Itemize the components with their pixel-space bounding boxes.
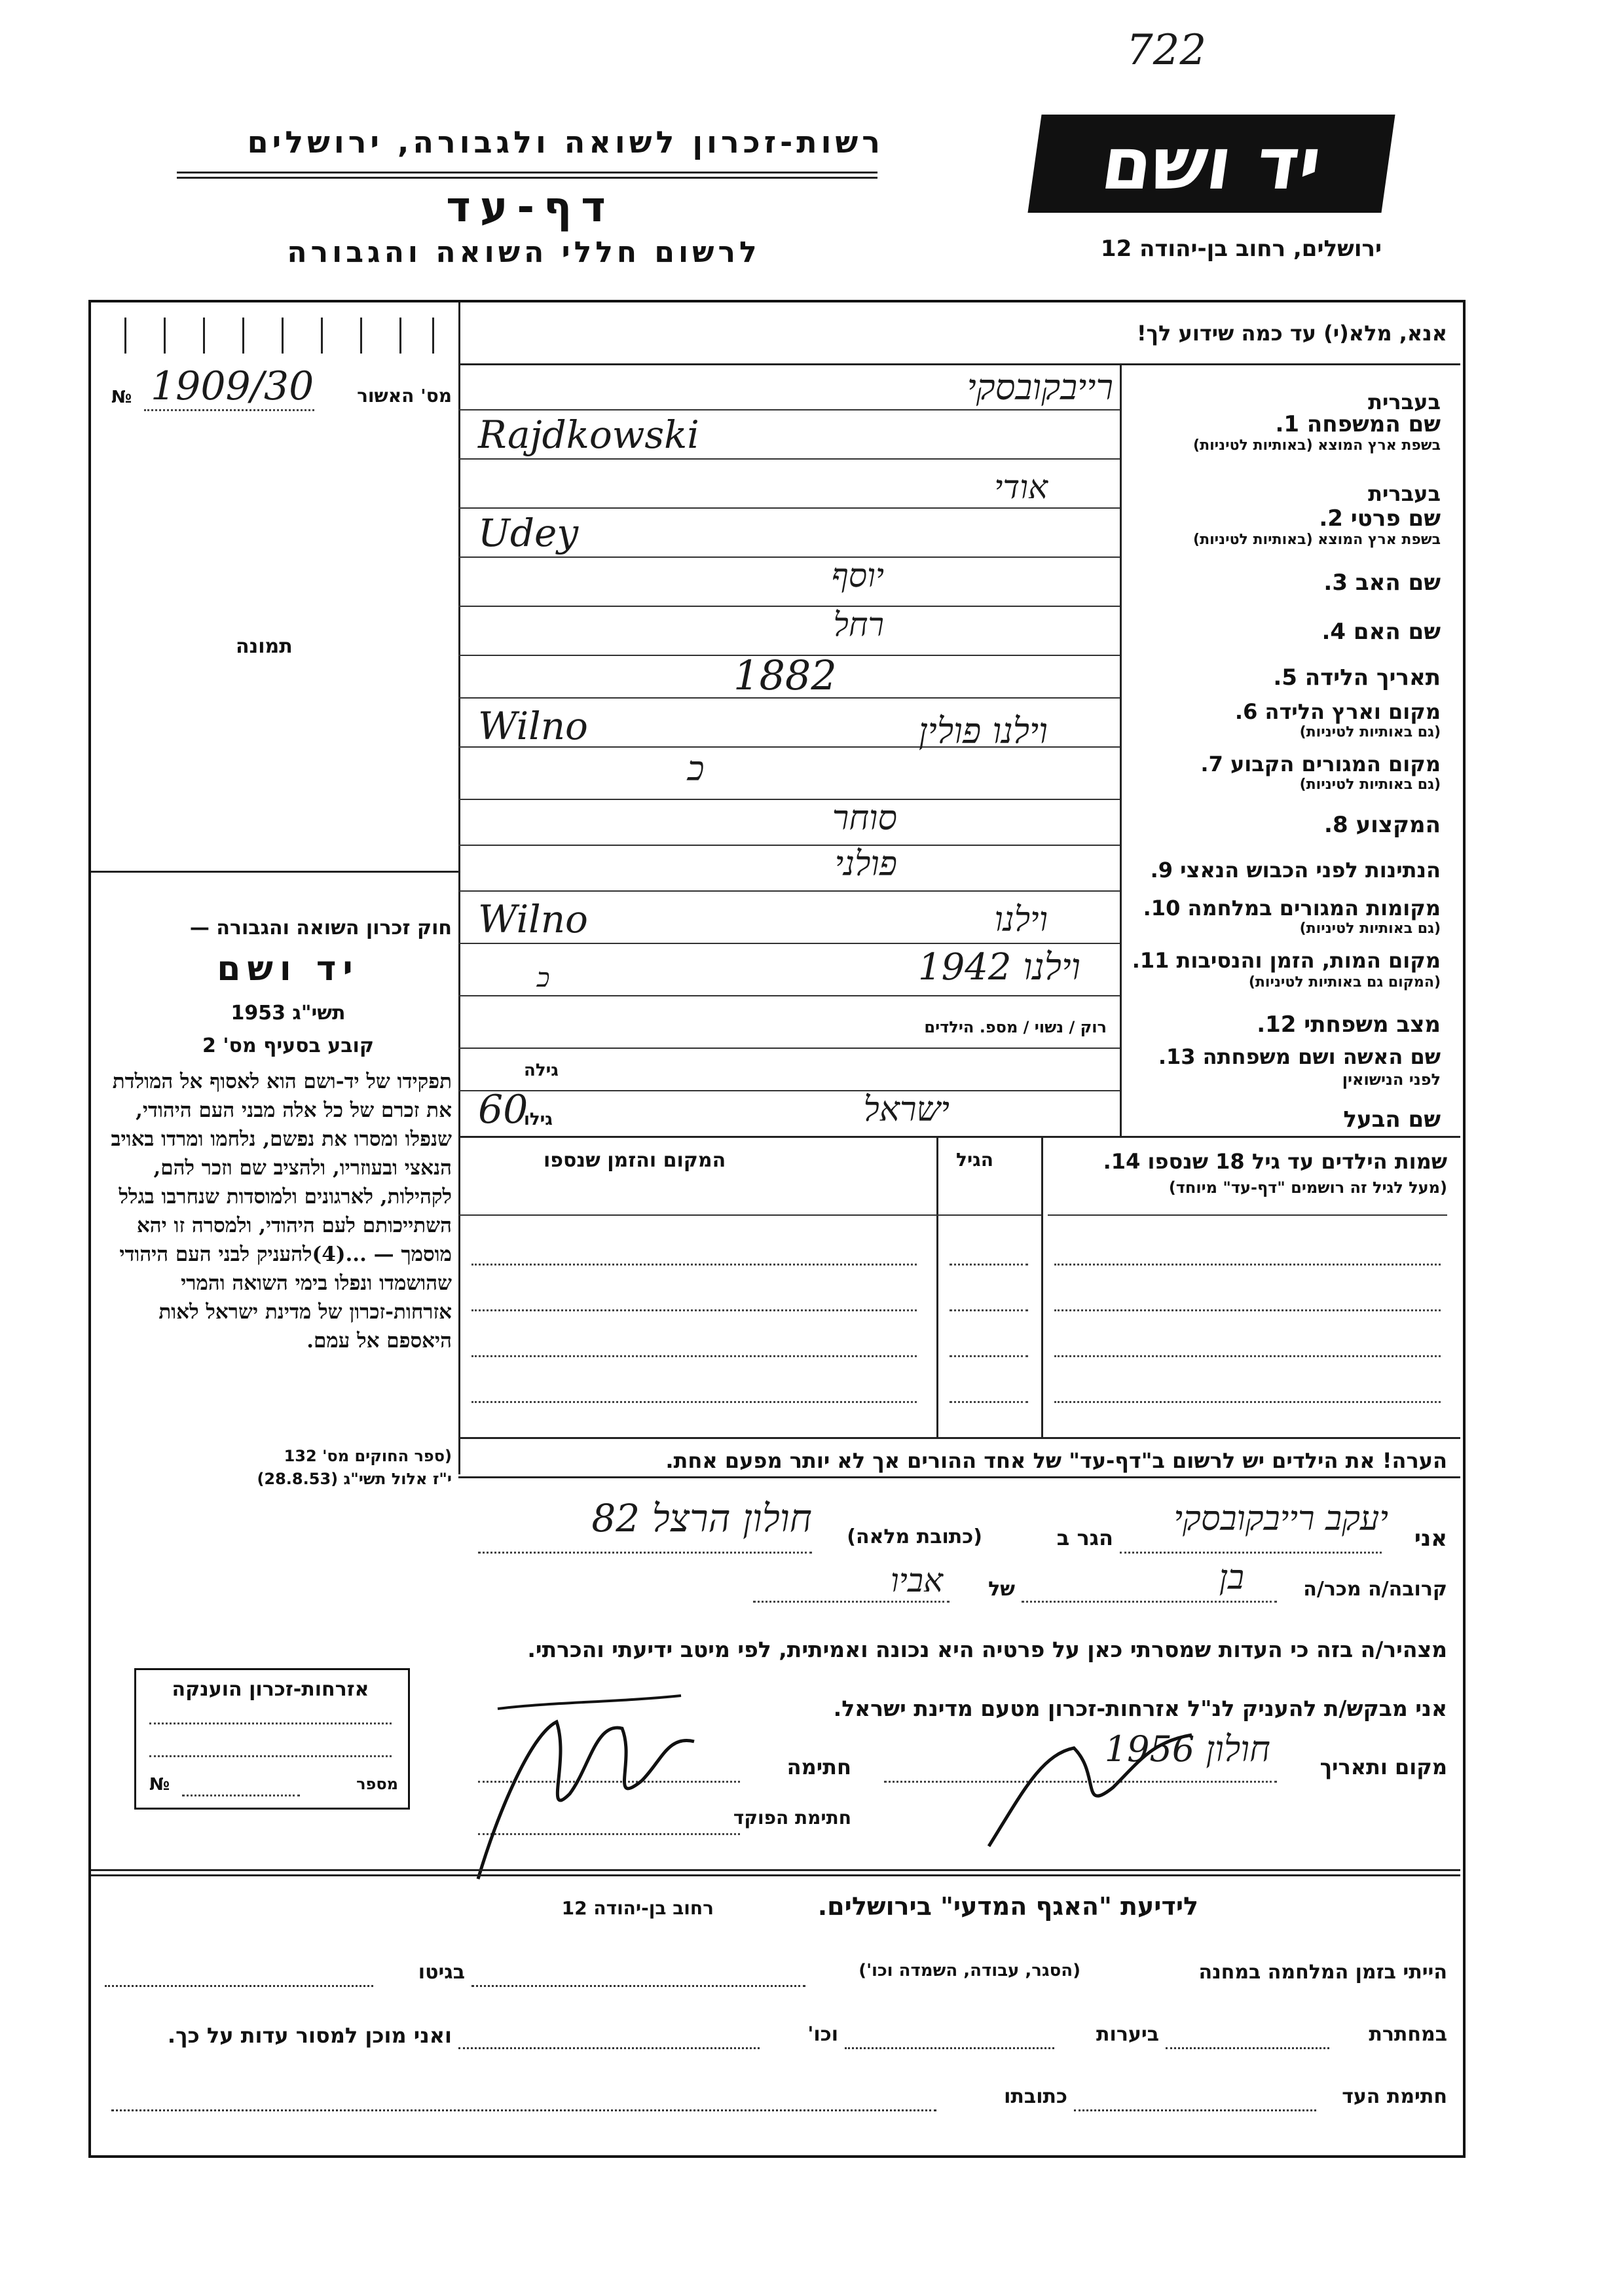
children-col-age: הגיל (956, 1149, 993, 1171)
family-name-label-text: שם המשפחה (1306, 411, 1441, 437)
declaration-text: מצהיר/ה בזה כי העדות שמסרתי כאן על פרטיה היא נכונה ואמיתית, לפי מיטב ידיעתי והכרתי. (527, 1637, 1447, 1662)
wife-label (1126, 1044, 1441, 1069)
citizenship-box-number-label: מספר (356, 1775, 398, 1793)
children-label-text: שמות הילדים עד גיל 18 שנספו (1147, 1149, 1447, 1174)
birth-place-lat-value[interactable]: Wilno (478, 704, 588, 748)
declarant-signature-scribble (982, 1715, 1205, 1859)
archive-number: 722 (1126, 26, 1207, 75)
declarant-address-value[interactable]: חולון הרצל 82 (591, 1496, 812, 1540)
declarant-of-value[interactable]: אביו (890, 1561, 943, 1599)
children-num: 14. (1103, 1149, 1141, 1174)
death-value[interactable]: וילנו 1942 (917, 946, 1080, 989)
family-name-sub: בשפת ארץ המוצא (באותיות לטיניות) (1193, 437, 1441, 454)
citizenship-label-text: הנתינות לפני הכבוש הנאצי (1180, 858, 1441, 883)
first-name-label-text: שם פרטי (1350, 505, 1441, 532)
signature-label: חתימה (786, 1755, 851, 1779)
declarant-relation-value[interactable]: בן (1219, 1558, 1244, 1597)
death-sub: (המקום גם באותיות לטיניות) (1248, 974, 1441, 991)
residence-label (1126, 752, 1441, 776)
husband-age-label: גילו (524, 1110, 553, 1129)
approval-label: מס' האשור (357, 385, 452, 407)
first-name-label (1126, 505, 1441, 532)
first-name-heb-tag: בעברית (1368, 481, 1441, 506)
birth-place-sub: (גם באותיות לטיניות) (1299, 724, 1441, 740)
law-name: יד ושם (217, 949, 360, 989)
citizenship-box-title: אזרחות-זכרון הוענקה (172, 1678, 369, 1701)
birth-date-label (1126, 665, 1441, 691)
mother-label (1126, 619, 1441, 645)
marital-label (1126, 1011, 1441, 1038)
children-label (1048, 1149, 1447, 1174)
first-name-sub: בשפת ארץ המוצא (באותיות לטיניות) (1193, 532, 1441, 548)
birth-place-heb-value[interactable]: וילנו פולין (918, 710, 1048, 752)
father-value[interactable]: יוסף (831, 556, 884, 594)
war-residence-label-text: מקומות המגורים במלחמה (1187, 896, 1441, 920)
law-ref1: (ספר החוקים מס' 132 (284, 1447, 452, 1465)
birth-place-num: 6. (1234, 699, 1258, 724)
wife-num: 13. (1158, 1044, 1196, 1069)
family-name-heb-value[interactable]: רייבקובסקי (967, 367, 1113, 408)
law-title: חוק זכרון השואה והגבורה — (189, 917, 452, 939)
birth-date-value[interactable]: 1882 (733, 651, 837, 699)
first-name-heb-value[interactable]: אודי (994, 468, 1048, 506)
family-name-label (1126, 411, 1441, 437)
war-residence-heb-value[interactable]: וילנו (994, 900, 1048, 939)
profession-label (1126, 812, 1441, 838)
war-residence-num: 10. (1143, 896, 1181, 920)
marital-label-text: מצב משפחתי (1304, 1011, 1441, 1038)
law-ref2: י"ז אלול תשי"ג (28.8.53) (257, 1470, 452, 1488)
footer-ghetto: בגיטו (418, 1961, 465, 1984)
authority-line: רשות-זכרון לשואה ולגבורה, ירושלים (247, 124, 884, 160)
profession-label-text: המקצוע (1356, 812, 1441, 838)
death-lat-value[interactable]: כ (537, 963, 550, 993)
family-name-num: 1. (1275, 411, 1300, 437)
declarant-relation-label: קרובה/ה מכר/ה (1303, 1578, 1447, 1601)
first-name-lat-value[interactable]: Udey (478, 511, 579, 555)
footer-witness-sig: חתימת העד (1342, 2085, 1447, 2108)
request-text: אני מבקש/ת להעניק לנ"ל אזרחות-זכרון מטעם מדינת ישראל. (833, 1696, 1447, 1721)
footer-ready: ואני מוכן למסור עדות על כך. (167, 2023, 452, 2048)
place-date-value[interactable]: חולון 1956 (1104, 1728, 1270, 1770)
declarant-i-label: אני (1414, 1525, 1447, 1552)
residence-label-text: מקום המגורים הקבוע (1230, 752, 1441, 776)
footer-title: לידיעת "האגף המדעי" בירושלים. (817, 1892, 1198, 1921)
form-subtitle: לרשום חללי השואה והגבורה (287, 236, 761, 269)
father-label-text: שם האב (1355, 570, 1441, 596)
note-text: הערה! את הילדים יש לרשום ב"דף-עד" של אחד ההורים אך לא יותר מפעם אחת. (665, 1448, 1447, 1473)
husband-label: שם הבעל (1343, 1106, 1441, 1133)
residence-num: 7. (1200, 752, 1223, 776)
header-address: ירושלים, רחוב בן-יהודה 12 (1100, 236, 1382, 262)
approval-value: 1909/30 (151, 363, 314, 409)
mother-num: 4. (1321, 619, 1346, 645)
footer-line1-start: הייתי בזמן המלחמה במחנה (1198, 1961, 1447, 1984)
father-num: 3. (1323, 570, 1348, 596)
law-clause: קובע בסעיף מס' 2 (202, 1034, 374, 1057)
residence-sub: (גם באותיות לטיניות) (1299, 776, 1441, 793)
declarant-of-label: של (988, 1578, 1015, 1601)
declarant-name-value[interactable]: יעקב רייבקובסקי (1173, 1499, 1388, 1539)
law-year-heb-text: תשי"ג (292, 1002, 346, 1025)
place-date-label: מקום ותאריך (1320, 1755, 1447, 1779)
approval-ticks (111, 318, 439, 357)
husband-age-value[interactable]: 60 (478, 1087, 528, 1133)
wife-label-text: שם האשה ושם משפחתה (1202, 1044, 1441, 1069)
law-year: 1953 (231, 1002, 286, 1025)
mother-label-text: שם האם (1353, 619, 1441, 645)
yad-vashem-logo (1027, 115, 1395, 213)
husband-value[interactable]: ישראל (863, 1090, 950, 1129)
footer-witness-addr: כתובתו (1004, 2085, 1067, 2108)
citizenship-num: 9. (1150, 858, 1173, 883)
footer-underground: במחתרת (1369, 2023, 1447, 2046)
children-col-place: המקום והזמן שנספו (544, 1149, 726, 1172)
profession-num: 8. (1324, 812, 1348, 838)
logo-text: יד ושם (1096, 122, 1327, 206)
war-residence-lat-value[interactable]: Wilno (478, 897, 588, 941)
photo-label: תמונה (236, 635, 293, 658)
war-residence-sub: (גם באותיות לטיניות) (1299, 920, 1441, 937)
signature-scribble (458, 1683, 720, 1892)
law-body: תפקידו של יד-ושם הוא לאסוף אל המולדת את זכרם של כל אלה מבני העם היהודי, שנפלו ומסרו את נפשם, נלחמו ומרדו באויב הנאצי ובעוזריו, ולהציב שם וזכר להם, לקהילות, לארגונים ולמוסדות שנחרבו בגלל השתייכותם לעם היהודי, ולמסרה זו יהא מוסמך — ...(4)להעניק לבני העם היהודי שהושמדו ונפלו בימי השואה והמרי אזרחות-זכרון של מדינת ישראל לאות היאספם אל עמם. (111, 1070, 452, 1353)
profession-value[interactable]: סוחר (832, 799, 897, 838)
birth-place-label-text: מקום וארץ הלידה (1264, 699, 1441, 724)
death-label-text: מקום המות, הזמן והנסיבות (1176, 948, 1441, 973)
residence-value[interactable]: כ (688, 750, 705, 789)
official-signature-label: חתימת הפוקד (733, 1807, 851, 1829)
birth-place-label (1126, 699, 1441, 724)
footer-line1-paren: (הסגר, עבודה, השמדה וכו') (858, 1961, 1080, 1980)
first-name-num: 2. (1319, 505, 1343, 532)
wife-age-label: גילה (524, 1061, 559, 1080)
wife-sub: לפני הנישואין (1342, 1070, 1441, 1089)
death-num: 11. (1132, 948, 1170, 973)
footer-etc: וכו' (807, 2023, 838, 2046)
footer-address: רחוב בן-יהודה 12 (561, 1897, 714, 1919)
father-label (1126, 570, 1441, 596)
birth-date-num: 5. (1273, 665, 1297, 691)
citizenship-box (134, 1668, 410, 1810)
family-name-lat-value[interactable]: Rajdkowski (478, 412, 699, 457)
marital-num: 12. (1257, 1011, 1297, 1038)
citizenship-box-no-label: № (149, 1775, 170, 1795)
children-sub: (מעל לגיל זה רושמים "דף-עד" מיוחד) (1168, 1178, 1447, 1197)
citizenship-value[interactable]: פולני (834, 845, 897, 884)
intro-text: אנא, מלא(י) עד כמה שידוע לך! (1136, 321, 1447, 346)
approval-no-label: № (111, 388, 132, 407)
citizenship-label (1126, 858, 1441, 883)
declarant-lives-label: הגר ב (1056, 1525, 1113, 1550)
war-residence-label (1126, 896, 1441, 920)
law-year-heb (196, 1002, 380, 1025)
family-name-heb-tag: בעברית (1368, 390, 1441, 414)
marital-options[interactable]: רוק / נשוי / מספ. הילדים (924, 1018, 1107, 1036)
birth-date-label-text: תאריך הלידה (1304, 665, 1441, 691)
mother-value[interactable]: רחל (833, 606, 884, 644)
footer-forests: ביערות (1096, 2023, 1159, 2046)
declarant-full-address-label: (כתובת מלאה) (847, 1525, 982, 1548)
death-label (1126, 948, 1441, 973)
form-title: דף-עד (446, 183, 615, 232)
